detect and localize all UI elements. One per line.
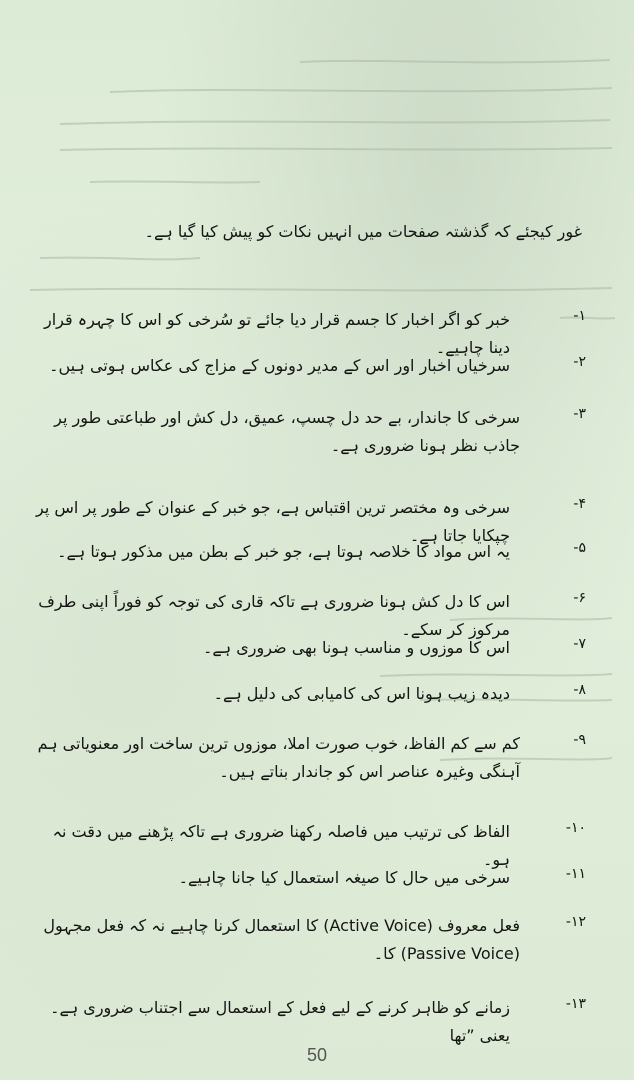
item-number: ۳- bbox=[573, 406, 586, 422]
item-text: اس کا دل کش ہونا ضروری ہے تاکہ قاری کی توجہ کو فوراً اپنی طرف مرکوز کر سکے۔ bbox=[38, 592, 510, 639]
item-number: ۱۲- bbox=[565, 914, 586, 930]
list-item bbox=[22, 912, 586, 968]
item-number: ۶- bbox=[573, 590, 586, 606]
page-number: 50 bbox=[306, 1045, 328, 1065]
item-number: ۵- bbox=[573, 540, 586, 556]
item-number: ۱- bbox=[573, 308, 586, 324]
item-text: سرخی میں حال کا صیغہ استعمال کیا جانا چاہیے۔ bbox=[178, 868, 510, 887]
item-number: ۹- bbox=[573, 732, 586, 748]
intro-sentence: غور کیجئے کہ گذشتہ صفحات میں انہیں نکات کو پیش کیا گیا ہے۔ bbox=[144, 222, 582, 241]
item-number: ۷- bbox=[573, 636, 586, 652]
item-number: ۸- bbox=[573, 682, 586, 698]
list-item bbox=[22, 634, 586, 662]
item-text: اس کا موزوں و مناسب ہونا بھی ضروری ہے۔ bbox=[203, 638, 510, 657]
item-text: دیدہ زیب ہونا اس کی کامیابی کی دلیل ہے۔ bbox=[213, 684, 510, 703]
item-text: زمانے کو ظاہر کرنے کے لیے فعل کے استعمال سے اجتناب ضروری ہے۔ یعنی ”تھا bbox=[50, 998, 510, 1045]
item-text: کم سے کم الفاظ، خوب صورت املا، موزوں ترین ساخت اور معنویاتی ہم آہنگی وغیرہ عناصر اس کو جاندار بناتے ہیں۔ bbox=[37, 734, 520, 781]
item-number: ۱۱- bbox=[565, 866, 586, 882]
item-text: الفاظ کی ترتیب میں فاصلہ رکھنا ضروری ہے تاکہ پڑھنے میں دقت نہ ہو۔ bbox=[52, 822, 510, 869]
item-number: ۲- bbox=[573, 354, 586, 370]
item-text: فعل معروف (Active Voice) کا استعمال کرنا چاہیے نہ کہ فعل مجہول (Passive Voice) کا۔ bbox=[43, 916, 520, 963]
item-number: ۱۳- bbox=[565, 996, 586, 1012]
item-text: سرخی وہ مختصر ترین اقتباس ہے، جو خبر کے عنوان کے طور پر اس پر چپکایا جاتا ہے۔ bbox=[36, 498, 510, 545]
list-item bbox=[22, 730, 586, 786]
item-text: سرخی کا جاندار، بے حد دل چسپ، عمیق، دل کش اور طباعتی طور پر جاذب نظر ہونا ضروری ہے۔ bbox=[54, 408, 520, 455]
item-text: سرخیاں اخبار اور اس کے مدیر دونوں کے مزاج کی عکاس ہوتی ہیں۔ bbox=[49, 356, 510, 375]
item-number: ۴- bbox=[573, 496, 586, 512]
list-item bbox=[22, 352, 586, 380]
list-item bbox=[22, 864, 586, 892]
list-item bbox=[22, 994, 586, 1050]
item-number: ۱۰- bbox=[565, 820, 586, 836]
list-item bbox=[22, 404, 586, 460]
item-text: خبر کو اگر اخبار کا جسم قرار دیا جائے تو سُرخی کو اس کا چہرہ قرار دینا چاہیے۔ bbox=[43, 310, 510, 357]
item-text: یہ اس مواد کا خلاصہ ہوتا ہے، جو خبر کے بطن میں مذکور ہوتا ہے۔ bbox=[57, 542, 510, 561]
list-item bbox=[22, 680, 586, 708]
list-item bbox=[22, 538, 586, 566]
